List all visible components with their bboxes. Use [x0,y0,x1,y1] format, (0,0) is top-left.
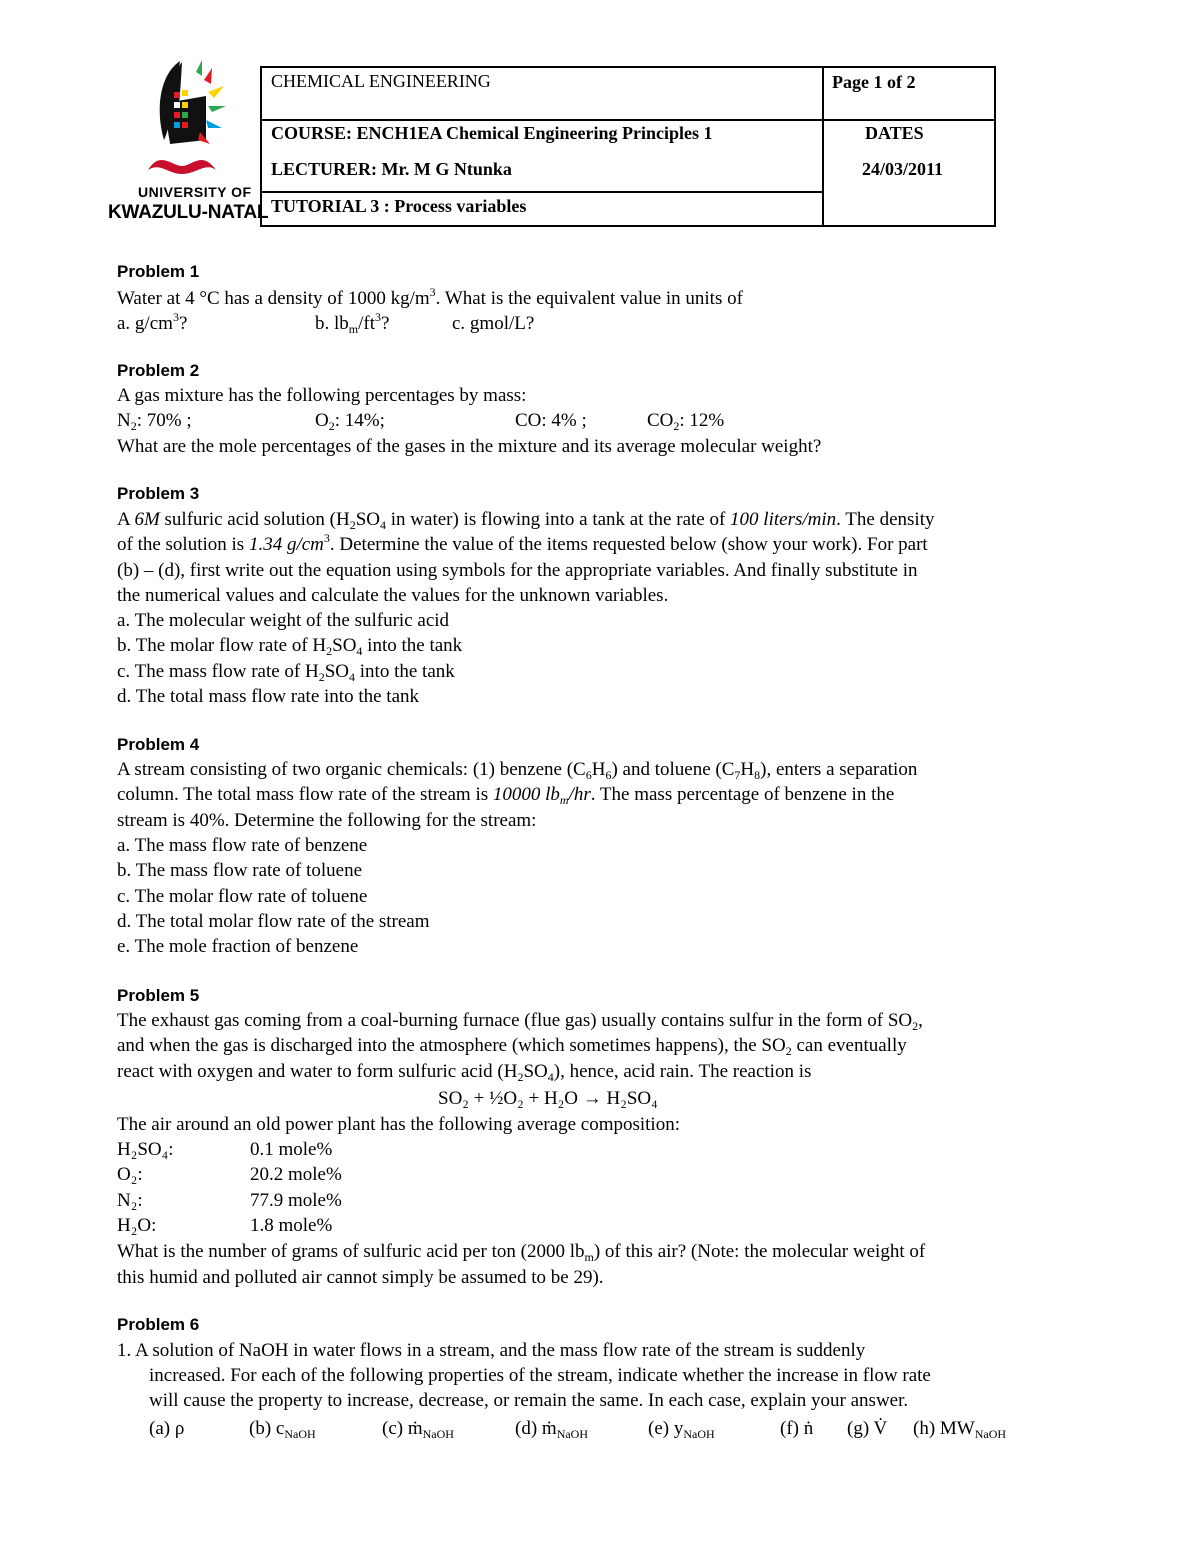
problem-4-heading: Problem 4 [117,735,200,754]
option-f: (f) ṅ [780,1418,814,1439]
list-item: d. The total molar flow rate of the stream [117,911,430,932]
list-item: c. The mass flow rate of $H_2SO_4$ into the tank [117,661,455,684]
option-g: (g) V̇ [847,1418,888,1439]
option-c: (c) ṁ$_{NaOH}$ [382,1418,454,1441]
table-divider [262,119,994,121]
option-a: (a) ρ [149,1418,185,1439]
problem-5-question: this humid and polluted air cannot simply be assumed to be 29). [117,1267,604,1288]
list-item: d. The total mass flow rate into the tank [117,686,419,707]
problem-5-text: react with oxygen and water to form sulfuric acid $(H_2SO_4)$, hence, acid rain. The reaction is [117,1061,812,1084]
tutorial-date: 24/03/2011 [862,159,944,179]
dates-label: DATES [865,123,924,143]
problem-3-text: of the solution is 1.34 $g/cm^3$. Determine the value of the items requested below (show your work). For part [117,531,928,555]
logo-text-kwazulu-natal: KWAZULU-NATAL [108,202,269,223]
composition-row: H₂SO₄: 0.1 mole% [117,1139,333,1160]
option-e: (e) $y_{NaOH}$ [648,1418,715,1441]
list-item: a. The mass flow rate of benzene [117,835,368,856]
problem-2-text: A gas mixture has the following percentages by mass: [117,385,527,406]
problem-2-question: What are the mole percentages of the gases in the mixture and its average molecular weight? [117,436,822,457]
composition-row: H₂O: 1.8 mole% [117,1215,333,1236]
logo-text-university-of: UNIVERSITY OF [138,184,252,200]
course-name: COURSE: ENCH1EA Chemical Engineering Principles 1 [271,123,713,143]
problem-3-text: A 6M sulfuric acid solution ($H_2SO_4$ in water) is flowing into a tank at the rate of 100 liters/min. The density [117,509,935,532]
course-header-table [260,66,996,227]
department-title: CHEMICAL ENGINEERING [271,71,491,91]
problem-6-text: 1. A solution of NaOH in water flows in a stream, and the mass flow rate of the stream is suddenly [117,1340,866,1361]
list-item: b. The mass flow rate of toluene [117,860,362,881]
problem-5-text: The air around an old power plant has the following average composition: [117,1114,680,1135]
problem-2-heading: Problem 2 [117,361,200,380]
problem-5-question: What is the number of grams of sulfuric acid per ton (2000 $lb_m$) of this air? (Note: the molecular weight of [117,1241,926,1264]
problem-3-text: (b) – (d), first write out the equation using symbols for the appropriate variables. And finally substitute in [117,560,918,581]
problem-3-heading: Problem 3 [117,484,200,503]
option-b: (b) $c_{NaOH}$ [249,1418,316,1441]
problem-1-options: a. $g/cm^3$? b. $lb_m/ft^3$? c. gmol/L? [117,310,535,336]
table-divider [262,191,822,193]
problem-6-text: increased. For each of the following properties of the stream, indicate whether the increase in flow rate [149,1365,931,1386]
table-divider [822,68,824,225]
problem-5-text: and when the gas is discharged into the atmosphere (which sometimes happens), the $SO_2$ can eventually [117,1035,907,1058]
composition-row: N₂: 77.9 mole% [117,1190,342,1211]
list-item: a. The molecular weight of the sulfuric acid [117,610,450,631]
problem-5-heading: Problem 5 [117,986,200,1005]
problem-6-heading: Problem 6 [117,1315,200,1334]
problem-1-heading: Problem 1 [117,262,200,281]
problem-4-text: column. The total mass flow rate of the stream is 10000 $lb_m/hr$. The mass percentage of benzene in the [117,784,895,807]
problem-6-text: will cause the property to increase, decrease, or remain the same. In each case, explain your answer. [149,1390,909,1411]
reaction-equation: SO₂ + ½O₂ + H₂O → H₂SO₄ [438,1088,658,1109]
composition-row: O₂: 20.2 mole% [117,1164,342,1185]
list-item: b. The molar flow rate of $H_2SO_4$ into the tank [117,635,463,658]
list-item: c. The molar flow rate of toluene [117,886,368,907]
option-d: (d) ṁ$_{NaOH}$ [515,1418,589,1441]
tutorial-title: TUTORIAL 3 : Process variables [271,196,527,216]
page-indicator: Page 1 of 2 [832,72,916,92]
problem-4-text: stream is 40%. Determine the following for the stream: [117,810,537,831]
problem-1-text: Water at 4 °C has a density of 1000 $kg/m^3$. What is the equivalent value in units of [117,285,743,309]
problem-2-composition: $N_2$: 70% ; $O_2$: 14%; CO: 4% ; $CO_2$: 12% [117,410,725,433]
problem-4-text: A stream consisting of two organic chemicals: (1) benzene $(C_6H_6)$ and toluene $(C_7H_8)$, enters a separation [117,759,918,782]
university-logo [108,58,269,228]
option-h: (h) $MW_{NaOH}$ [913,1418,1007,1441]
list-item: e. The mole fraction of benzene [117,936,359,957]
ukzn-emblem [108,58,238,183]
lecturer-name: LECTURER: Mr. M G Ntunka [271,159,512,179]
problem-5-text: The exhaust gas coming from a coal-burning furnace (flue gas) usually contains sulfur in the form of $SO_2$, [117,1010,923,1033]
problem-3-text: the numerical values and calculate the values for the unknown variables. [117,585,669,606]
